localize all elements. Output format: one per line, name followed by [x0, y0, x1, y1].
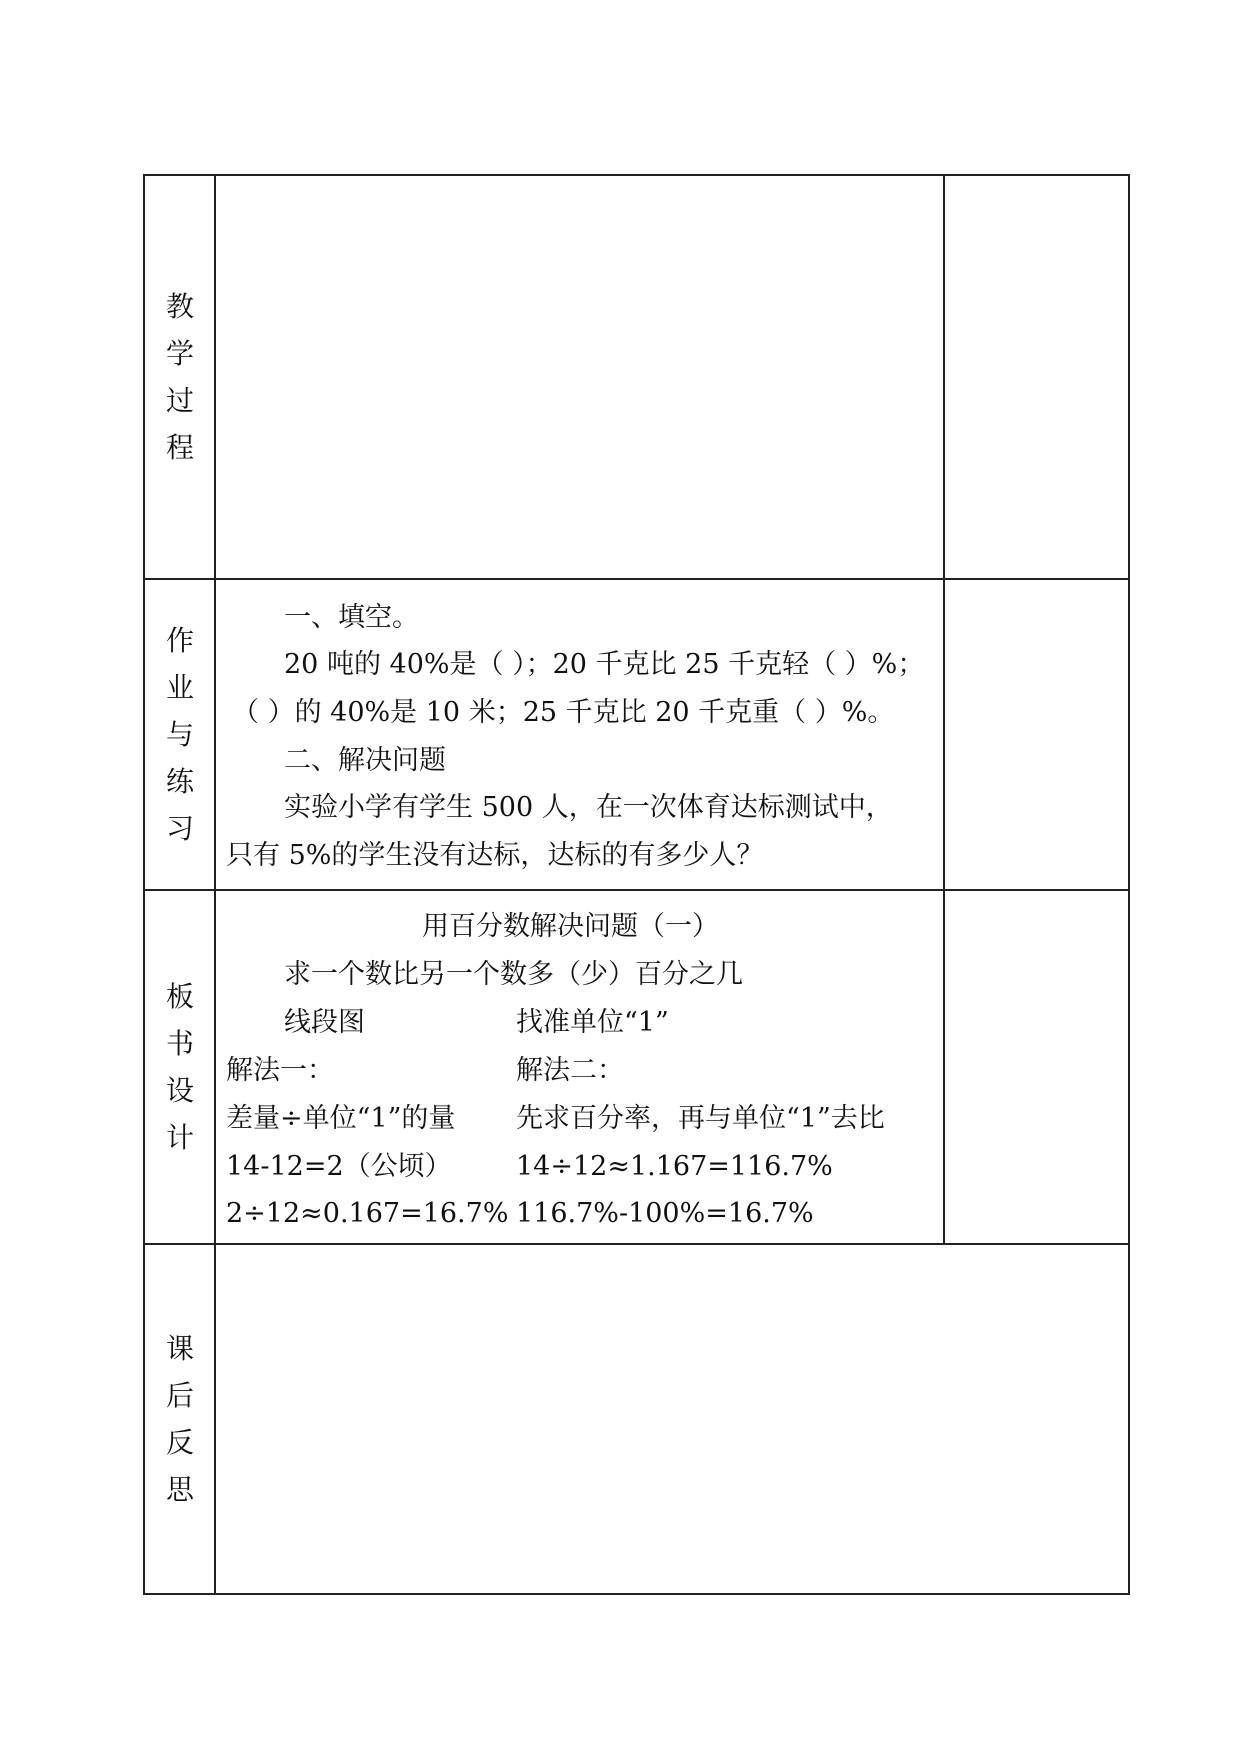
board-subtitle: 求一个数比另一个数多（少）百分之几 [284, 959, 743, 990]
row-divider-3 [143, 1243, 1128, 1245]
board-right-line-3: 先求百分率，再与单位“1”去比 [516, 1103, 885, 1134]
board-left-line-3: 差量÷单位“1”的量 [226, 1103, 456, 1134]
table-border-right [1128, 174, 1130, 1595]
board-right-line-2: 解法二： [516, 1055, 624, 1086]
homework-fill-blank-line-1: 20 吨的 40%是（ ）；20 千克比 25 千克轻（ ）%； [284, 649, 925, 680]
board-right-line-5: 116.7%-100%=16.7% [516, 1198, 814, 1229]
board-left-line-4: 14-12=2（公顷） [226, 1151, 452, 1182]
homework-problem-line-2: 只有 5%的学生没有达标，达标的有多少人？ [226, 840, 764, 871]
homework-label: 作 业 与 练 习 [165, 624, 194, 845]
row-divider-1 [143, 578, 1128, 580]
board-left-line-2: 解法一： [226, 1055, 334, 1086]
board-left-line-1: 线段图 [284, 1007, 365, 1038]
table-border-top [143, 174, 1128, 176]
homework-fill-blank-heading: 一、填空。 [284, 602, 419, 633]
homework-problem-heading: 二、解决问题 [284, 745, 446, 776]
notes-column-divider [943, 174, 945, 1244]
table-border-bottom [143, 1593, 1128, 1595]
homework-fill-blank-line-2: （ ）的 40%是 10 米；25 千克比 20 千克重（ ）%。 [232, 697, 895, 728]
board-right-line-4: 14÷12≈1.167=116.7% [516, 1151, 833, 1182]
reflection-label: 课 后 反 思 [165, 1332, 194, 1506]
row-divider-2 [143, 889, 1128, 891]
board-design-label: 板 书 设 计 [165, 980, 194, 1154]
teaching-process-label: 教 学 过 程 [165, 290, 194, 464]
board-right-line-1: 找准单位“1” [516, 1007, 669, 1038]
board-title: 用百分数解决问题（一） [422, 911, 719, 942]
board-left-line-5: 2÷12≈0.167=16.7% [226, 1198, 509, 1229]
homework-problem-line-1: 实验小学有学生 500 人，在一次体育达标测试中， [284, 792, 893, 823]
